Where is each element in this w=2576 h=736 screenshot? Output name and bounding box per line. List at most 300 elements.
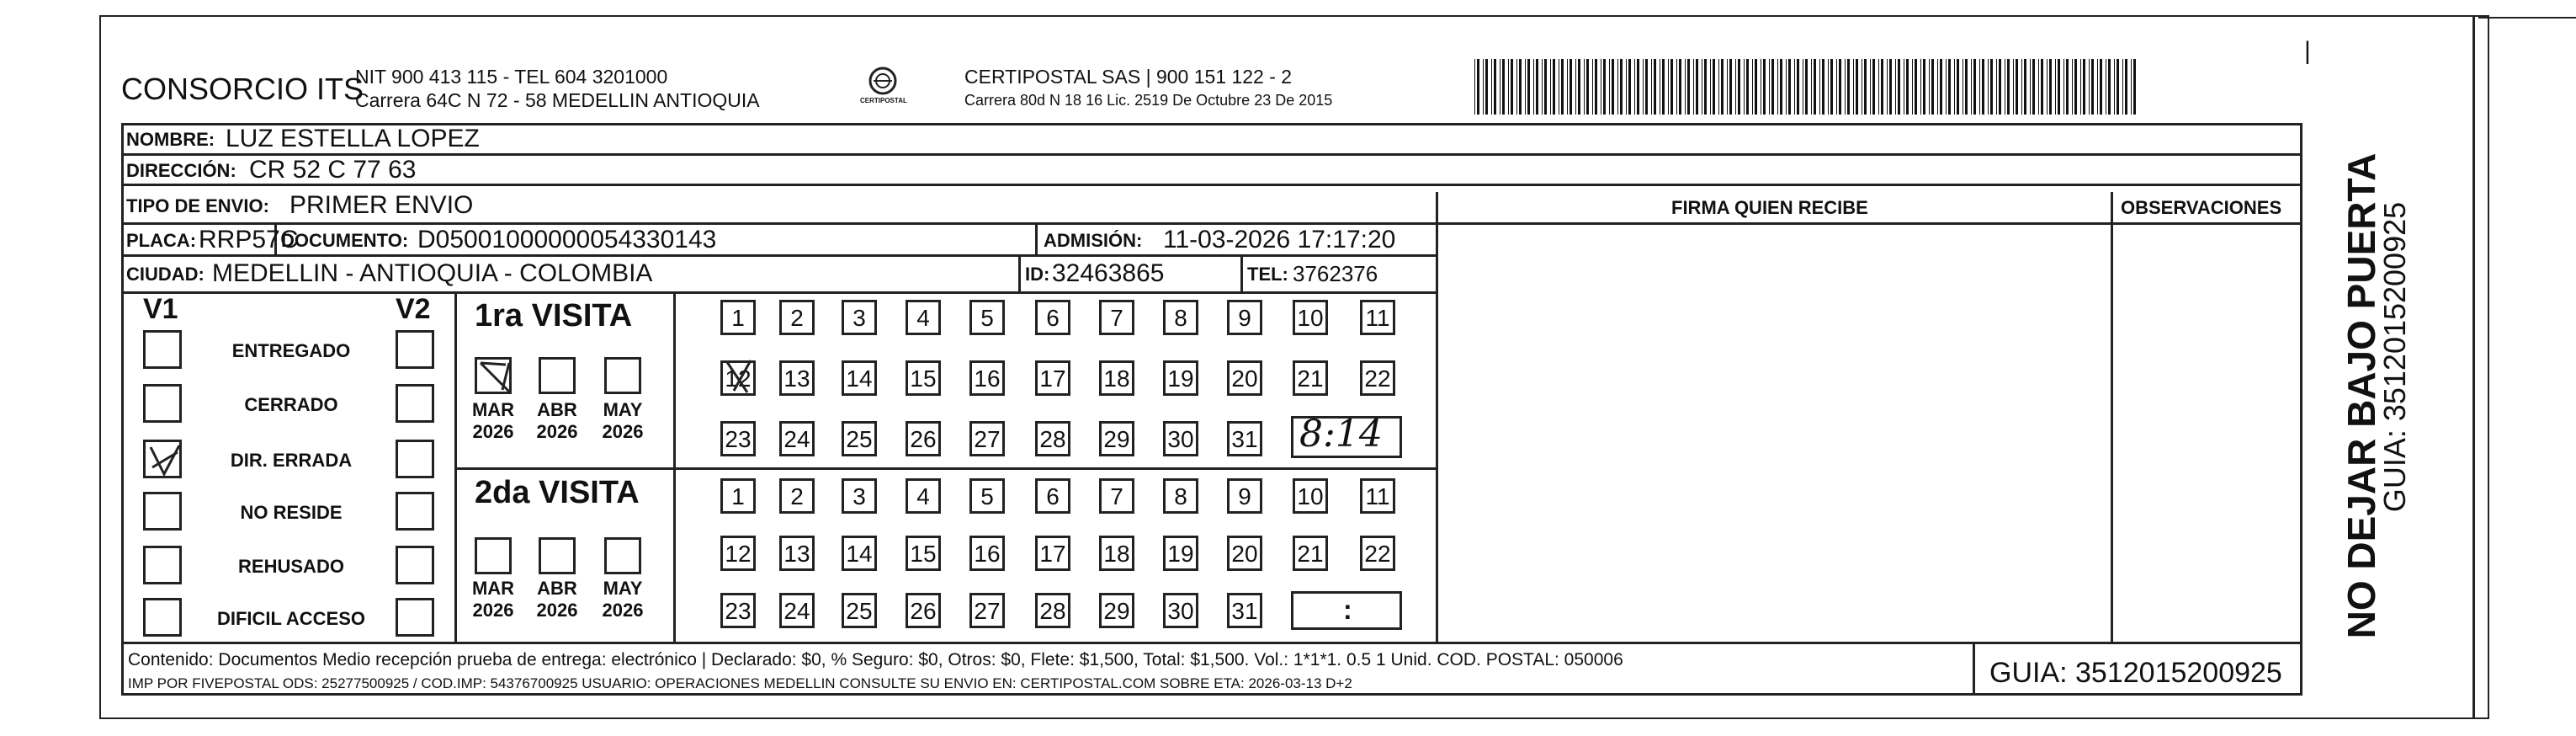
barcode-bar	[1845, 59, 1846, 115]
barcode-bar	[2080, 59, 2081, 115]
barcode-bar	[1771, 59, 1774, 115]
day-box[interactable]: 18	[1099, 360, 1134, 396]
row-line-7	[121, 642, 2302, 644]
barcode-bar	[1755, 59, 1757, 115]
year-label: 2026	[536, 421, 578, 442]
observations-header: OBSERVACIONES	[2121, 197, 2282, 218]
v2-checkbox[interactable]	[396, 598, 434, 637]
month-checkbox-may[interactable]	[604, 357, 641, 394]
barcode-bar	[1729, 59, 1732, 115]
day-box[interactable]: 29	[1099, 421, 1134, 456]
barcode-bar	[1979, 59, 1980, 115]
barcode-bar	[1971, 59, 1972, 115]
day-box[interactable]: 27	[969, 421, 1005, 456]
row-line-1	[121, 153, 2302, 156]
row-line-5	[121, 291, 1438, 294]
barcode-bar	[1811, 59, 1812, 115]
tel-separator-line	[1240, 254, 1243, 291]
day-box[interactable]: 12	[720, 360, 756, 396]
barcode-bar	[1553, 59, 1555, 115]
day-box[interactable]: 13	[779, 360, 815, 396]
barcode-bar	[1996, 59, 1997, 115]
observations-column-left-line	[2111, 192, 2113, 642]
month-label: MAR	[471, 399, 515, 420]
row-line-6	[1035, 254, 1438, 257]
day-box[interactable]: 5	[969, 478, 1005, 514]
row-line-2	[121, 184, 2302, 186]
barcode-bar	[1856, 59, 1858, 115]
footer-print-info: IMP POR FIVEPOSTAL ODS: 25277500925 / COD.IMP: 54376700925 USUARIO: OPERACIONES MEDELLIN CONSULTE SU ENVIO EN: CERTIPOSTAL.COM SOBRE ETA: 2026-03-13 D+2	[128, 675, 1352, 691]
barcode-bar	[2100, 59, 2102, 115]
day-box[interactable]: 27	[969, 593, 1005, 628]
barcode-bar	[2049, 59, 2052, 115]
row-line-3	[121, 222, 2302, 225]
barcode-bar	[1654, 59, 1656, 115]
barcode-bar	[2089, 59, 2090, 115]
courier-logo	[857, 66, 909, 109]
day-box[interactable]: 1	[720, 478, 756, 514]
barcode-bar	[1990, 59, 1993, 115]
scan-edge-line	[2478, 17, 2576, 19]
day-box[interactable]: 12	[720, 536, 756, 571]
barcode-bar	[1592, 59, 1593, 115]
barcode-bar	[1645, 59, 1648, 115]
barcode-bar	[1887, 59, 1888, 115]
barcode-bar	[1872, 59, 1875, 115]
barcode-bar	[1744, 59, 1745, 115]
day-box[interactable]: 31	[1227, 593, 1262, 628]
day-box[interactable]: 16	[969, 536, 1005, 571]
barcode-bar	[1511, 59, 1513, 115]
barcode-bar	[1805, 59, 1808, 115]
v1-checkbox[interactable]	[143, 492, 182, 531]
barcode-bar	[1544, 59, 1547, 115]
day-box[interactable]: 4	[906, 478, 941, 514]
barcode-bar	[1954, 59, 1955, 115]
barcode-bar	[1662, 59, 1665, 115]
barcode-bar	[1634, 59, 1635, 115]
barcode-bar	[1830, 59, 1833, 115]
day-box[interactable]: 26	[906, 421, 941, 456]
barcode-bar	[1864, 59, 1867, 115]
barcode-bar	[1595, 59, 1597, 115]
day-box[interactable]: 18	[1099, 536, 1134, 571]
barcode-bar	[1999, 59, 2001, 115]
barcode-bar	[1847, 59, 1850, 115]
admission-label: ADMISIÓN:	[1044, 230, 1143, 251]
v2-checkbox[interactable]	[396, 384, 434, 423]
footer-contents: Contenido: Documentos Medio recepción prueba de entrega: electrónico | Declarado: $0, % Seguro: $0, Otros: $0, Flete: $1,500, Total: $1,500. Vol.: 1*1*1. 0.5 1 Unid. COD. POSTAL: 050006	[128, 650, 1623, 669]
barcode-bar	[1718, 59, 1719, 115]
barcode-bar	[2058, 59, 2060, 115]
day-box[interactable]: 13	[779, 536, 815, 571]
month-label: ABR	[537, 578, 577, 599]
barcode-bar	[2038, 59, 2039, 115]
barcode-bar	[2091, 59, 2094, 115]
barcode-bar	[1769, 59, 1770, 115]
barcode-bar	[1780, 59, 1782, 115]
barcode-bar	[1578, 59, 1580, 115]
barcode-bar	[1536, 59, 1538, 115]
signature-column-left-line	[1436, 192, 1438, 642]
footer-guide-separator-line	[1973, 642, 1975, 696]
barcode-bar	[1516, 59, 1517, 115]
barcode-bar	[1612, 59, 1614, 115]
day-box[interactable]: 7	[1099, 478, 1134, 514]
address-label: DIRECCIÓN:	[126, 160, 236, 181]
v1-header: V1	[143, 293, 178, 325]
barcode-bar	[1828, 59, 1829, 115]
day-box[interactable]: 25	[842, 593, 877, 628]
first-visit-time: 8:14	[1299, 413, 1383, 456]
barcode-bar	[1628, 59, 1631, 115]
barcode-bar	[1814, 59, 1816, 115]
year-label: 2026	[602, 600, 644, 621]
barcode-bar	[1550, 59, 1551, 115]
plate-label: PLACA:	[126, 230, 197, 251]
day-box[interactable]: 4	[906, 300, 941, 335]
year-label: 2026	[536, 600, 578, 621]
barcode-bar	[2024, 59, 2026, 115]
barcode-bar	[1878, 59, 1879, 115]
day-box[interactable]: 16	[969, 360, 1005, 396]
barcode	[1474, 59, 2139, 115]
month-checkbox-mar[interactable]	[475, 357, 512, 394]
plate-value: RRP57C	[199, 226, 299, 253]
barcode-bar	[1721, 59, 1724, 115]
barcode-bar	[2007, 59, 2010, 115]
barcode-bar	[1948, 59, 1951, 115]
name-value: LUZ ESTELLA LOPEZ	[226, 125, 480, 152]
day-box[interactable]: 28	[1035, 421, 1070, 456]
barcode-bar	[1570, 59, 1572, 115]
status-column-right-line	[454, 291, 457, 642]
company-line-1: NIT 900 413 115 - TEL 604 3201000	[355, 66, 668, 88]
day-box[interactable]: 9	[1227, 478, 1262, 514]
barcode-bar	[1609, 59, 1610, 115]
barcode-bar	[1704, 59, 1707, 115]
barcode-bar	[1502, 59, 1505, 115]
city-label: CIUDAD:	[126, 264, 204, 285]
courier-line-1: CERTIPOSTAL SAS | 900 151 122 - 2	[964, 66, 1293, 88]
barcode-bar	[1519, 59, 1522, 115]
city-value: MEDELLIN - ANTIOQUIA - COLOMBIA	[212, 259, 653, 287]
barcode-bar	[1603, 59, 1606, 115]
barcode-bar	[2133, 59, 2136, 115]
day-box[interactable]: 24	[779, 593, 815, 628]
footer-guide-number: GUIA: 3512015200925	[1989, 657, 2282, 689]
status-label: CERRADO	[244, 394, 338, 415]
day-box[interactable]: 28	[1035, 593, 1070, 628]
barcode-bar	[1575, 59, 1576, 115]
day-mark-icon	[722, 359, 759, 396]
barcode-bar	[1895, 59, 1896, 115]
day-box[interactable]: 23	[720, 421, 756, 456]
month-label: MAR	[471, 578, 515, 599]
barcode-bar	[1670, 59, 1673, 115]
barcode-bar	[2063, 59, 2064, 115]
check-mark-icon	[146, 442, 184, 481]
barcode-bar	[1965, 59, 1968, 115]
v2-checkbox[interactable]	[396, 492, 434, 531]
year-label: 2026	[472, 421, 514, 442]
barcode-bar	[1920, 59, 1921, 115]
address-value: CR 52 C 77 63	[249, 156, 417, 184]
day-box[interactable]: 26	[906, 593, 941, 628]
day-box[interactable]: 21	[1293, 360, 1328, 396]
admission-separator-line	[1035, 222, 1038, 254]
barcode-bar	[1889, 59, 1892, 115]
day-box[interactable]: 1	[720, 300, 756, 335]
barcode-bar	[1929, 59, 1930, 115]
barcode-bar	[1679, 59, 1681, 115]
day-box[interactable]: 14	[842, 360, 877, 396]
v2-header: V2	[396, 293, 431, 325]
barcode-bar	[2117, 59, 2119, 115]
barcode-bar	[1819, 59, 1820, 115]
shipment-type-value: PRIMER ENVIO	[289, 191, 474, 219]
v1-checkbox[interactable]	[143, 440, 182, 478]
barcode-bar	[1746, 59, 1749, 115]
barcode-bar	[1727, 59, 1728, 115]
day-box[interactable]: 8	[1163, 478, 1198, 514]
day-box[interactable]: 10	[1293, 300, 1328, 335]
barcode-bar	[1527, 59, 1530, 115]
barcode-bar	[2016, 59, 2018, 115]
day-box[interactable]: 6	[1035, 478, 1070, 514]
tel-label: TEL:	[1247, 264, 1288, 285]
barcode-bar	[1988, 59, 1989, 115]
month-mark-icon	[477, 360, 514, 397]
barcode-bar	[1643, 59, 1644, 115]
day-box[interactable]: 23	[720, 593, 756, 628]
barcode-bar	[1752, 59, 1753, 115]
barcode-bar	[1881, 59, 1883, 115]
barcode-bar	[2083, 59, 2085, 115]
day-box[interactable]: 19	[1163, 536, 1198, 571]
day-box[interactable]: 8	[1163, 300, 1198, 335]
barcode-bar	[2131, 59, 2132, 115]
v1-checkbox[interactable]	[143, 546, 182, 584]
year-label: 2026	[472, 600, 514, 621]
barcode-bar	[1696, 59, 1698, 115]
months-column-right-line	[673, 291, 676, 642]
status-label: NO RESIDE	[240, 502, 343, 523]
day-box[interactable]: 17	[1035, 360, 1070, 396]
barcode-bar	[1738, 59, 1740, 115]
v1-checkbox[interactable]	[143, 598, 182, 637]
side-guide-number: GUIA: 3512015200925	[2377, 201, 2412, 513]
barcode-bar	[1735, 59, 1736, 115]
day-box[interactable]: 5	[969, 300, 1005, 335]
barcode-bar	[1668, 59, 1669, 115]
status-label: REHUSADO	[238, 556, 344, 577]
barcode-bar	[1477, 59, 1479, 115]
barcode-bar	[1786, 59, 1787, 115]
admission-value: 11-03-2026 17:17:20	[1163, 226, 1396, 253]
barcode-bar	[1870, 59, 1871, 115]
day-box[interactable]: 6	[1035, 300, 1070, 335]
day-box[interactable]: 31	[1227, 421, 1262, 456]
barcode-bar	[1931, 59, 1934, 115]
right-edge-line	[2472, 15, 2475, 719]
document-label: DOCUMENTO:	[281, 230, 409, 251]
barcode-bar	[2032, 59, 2035, 115]
barcode-bar	[1533, 59, 1534, 115]
barcode-bar	[1940, 59, 1942, 115]
barcode-bar	[1982, 59, 1984, 115]
barcode-bar	[1898, 59, 1900, 115]
barcode-bar	[1584, 59, 1585, 115]
day-box[interactable]: 15	[906, 360, 941, 396]
month-label: ABR	[537, 399, 577, 420]
barcode-bar	[1651, 59, 1652, 115]
barcode-bar	[1491, 59, 1492, 115]
barcode-bar	[1483, 59, 1484, 115]
barcode-bar	[1822, 59, 1824, 115]
day-box[interactable]: 9	[1227, 300, 1262, 335]
barcode-bar	[1676, 59, 1677, 115]
company-line-2: Carrera 64C N 72 - 58 MEDELLIN ANTIOQUIA	[355, 89, 760, 111]
name-label: NOMBRE:	[126, 129, 215, 150]
day-box[interactable]: 11	[1360, 300, 1395, 335]
barcode-bar	[1937, 59, 1938, 115]
id-value: 32463865	[1052, 259, 1165, 287]
day-box[interactable]: 30	[1163, 421, 1198, 456]
barcode-bar	[1687, 59, 1690, 115]
visit-divider-line	[454, 467, 1438, 470]
day-box[interactable]: 10	[1293, 478, 1328, 514]
barcode-bar	[1915, 59, 1917, 115]
barcode-bar	[1763, 59, 1766, 115]
signature-header: FIRMA QUIEN RECIBE	[1671, 197, 1868, 218]
barcode-bar	[1561, 59, 1564, 115]
barcode-bar	[2114, 59, 2115, 115]
barcode-bar	[1794, 59, 1795, 115]
day-box[interactable]: 22	[1360, 536, 1395, 571]
barcode-bar	[2047, 59, 2048, 115]
barcode-bar	[1626, 59, 1627, 115]
month-label: MAY	[603, 399, 643, 420]
month-label: MAY	[603, 578, 643, 599]
courier-logo-text: CERTIPOSTAL	[860, 97, 907, 104]
tel-value: 3762376	[1293, 261, 1378, 286]
day-box[interactable]: 15	[906, 536, 941, 571]
barcode-bar	[1957, 59, 1959, 115]
barcode-bar	[1973, 59, 1976, 115]
barcode-bar	[1923, 59, 1925, 115]
company-name: CONSORCIO ITS	[121, 72, 364, 106]
barcode-bar	[1836, 59, 1837, 115]
day-box[interactable]: 22	[1360, 360, 1395, 396]
barcode-bar	[1508, 59, 1509, 115]
barcode-bar	[1474, 59, 1475, 115]
day-box[interactable]: 25	[842, 421, 877, 456]
barcode-bar	[2021, 59, 2022, 115]
day-box[interactable]: 3	[842, 300, 877, 335]
day-box[interactable]: 7	[1099, 300, 1134, 335]
barcode-bar	[1525, 59, 1526, 115]
day-box[interactable]: 2	[779, 478, 815, 514]
day-box[interactable]: 19	[1163, 360, 1198, 396]
id-label: ID:	[1025, 264, 1050, 285]
month-checkbox-abr[interactable]	[539, 537, 576, 574]
barcode-bar	[2066, 59, 2069, 115]
barcode-bar	[1485, 59, 1488, 115]
v1-checkbox[interactable]	[143, 330, 182, 369]
barcode-bar	[1620, 59, 1623, 115]
barcode-bar	[1494, 59, 1496, 115]
barcode-bar	[1906, 59, 1909, 115]
barcode-bar	[1912, 59, 1913, 115]
day-box[interactable]: 20	[1227, 360, 1262, 396]
first-visit-title: 1ra VISITA	[475, 298, 633, 333]
barcode-bar	[2122, 59, 2123, 115]
month-checkbox-may[interactable]	[604, 537, 641, 574]
month-checkbox-abr[interactable]	[539, 357, 576, 394]
barcode-bar	[1693, 59, 1694, 115]
day-box[interactable]: 17	[1035, 536, 1070, 571]
barcode-bar	[2072, 59, 2073, 115]
barcode-bar	[1685, 59, 1686, 115]
barcode-bar	[1853, 59, 1854, 115]
barcode-bar	[2125, 59, 2127, 115]
barcode-bar	[2013, 59, 2014, 115]
barcode-bar	[1637, 59, 1639, 115]
month-checkbox-mar[interactable]	[475, 537, 512, 574]
status-label: DIFICIL ACCESO	[216, 608, 365, 629]
barcode-bar	[1777, 59, 1778, 115]
status-label: ENTREGADO	[231, 340, 351, 361]
year-label: 2026	[602, 421, 644, 442]
scan-artifact-mark: |	[2304, 37, 2311, 65]
id-separator-line	[1018, 254, 1021, 291]
barcode-bar	[2030, 59, 2031, 115]
barcode-bar	[1713, 59, 1715, 115]
v2-checkbox[interactable]	[396, 440, 434, 478]
barcode-bar	[1542, 59, 1543, 115]
barcode-bar	[1946, 59, 1947, 115]
day-box[interactable]: 3	[842, 478, 877, 514]
v1-checkbox[interactable]	[143, 384, 182, 423]
day-box[interactable]: 14	[842, 536, 877, 571]
day-box[interactable]: 30	[1163, 593, 1198, 628]
barcode-bar	[1710, 59, 1711, 115]
courier-line-2: Carrera 80d N 18 16 Lic. 2519 De Octubre 23 De 2015	[964, 92, 1333, 109]
barcode-bar	[2041, 59, 2043, 115]
barcode-bar	[1839, 59, 1841, 115]
barcode-bar	[2055, 59, 2056, 115]
day-box[interactable]: 21	[1293, 536, 1328, 571]
document-value: D05001000000054330143	[417, 226, 717, 253]
second-visit-title: 2da VISITA	[475, 475, 640, 510]
day-box[interactable]: 11	[1360, 478, 1395, 514]
second-visit-time: :	[1343, 595, 1352, 625]
day-box[interactable]: 29	[1099, 593, 1134, 628]
barcode-bar	[2074, 59, 2077, 115]
barcode-bar	[1567, 59, 1568, 115]
barcode-bar	[2097, 59, 2098, 115]
day-box[interactable]: 2	[779, 300, 815, 335]
v2-checkbox[interactable]	[396, 546, 434, 584]
day-box[interactable]: 24	[779, 421, 815, 456]
day-box[interactable]: 20	[1227, 536, 1262, 571]
barcode-bar	[1617, 59, 1618, 115]
barcode-bar	[2108, 59, 2111, 115]
side-notice: NO DEJAR BAJO PUERTA	[2340, 152, 2383, 639]
barcode-bar	[1586, 59, 1589, 115]
v2-checkbox[interactable]	[396, 330, 434, 369]
